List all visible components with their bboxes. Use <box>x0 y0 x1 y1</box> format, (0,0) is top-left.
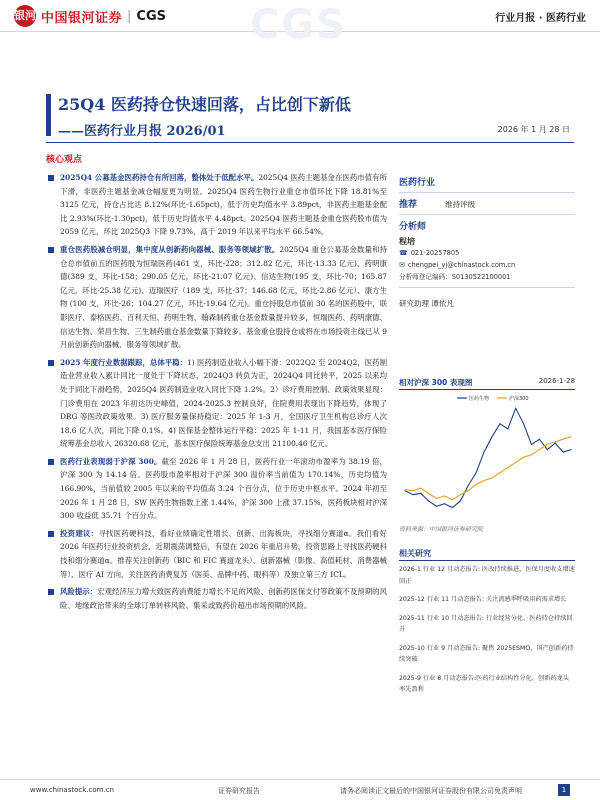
series-point <box>420 488 421 489</box>
phone-text: 021-20257805 <box>410 249 460 257</box>
series-point <box>452 499 453 500</box>
series-point <box>547 444 548 445</box>
phone-icon: ☎ <box>399 249 408 257</box>
page-footer <box>0 779 600 800</box>
related-title: 相关研究 <box>399 549 431 558</box>
chart-title: 相对沪深 300 表现图 <box>399 378 473 387</box>
bullet-text: 寻找医药硬科技，看好业绩确定性增长、创新、出海板块，寻找细分赛道α。我们看好 2026 年医药行业投资机会，近期震荡调整后，有望在 2026 年重启升势，投资思路上寻找医药硬科技和细分赛道α。推荐关注创新药（BIC 和 FIC 赛道龙头）、创新器械（影像、高值耗材、消费器械等）、医疗 AI 方向，关注医药消费复苏（医美、品牌中药、眼科等）及独立第三方 ICL。 <box>60 528 387 579</box>
series-point <box>523 423 524 424</box>
bullet-lead: 2025 年度行业数据跟踪，总体平稳： <box>60 357 188 367</box>
series-point <box>452 507 453 508</box>
bullet-paragraph <box>46 455 387 523</box>
series-point <box>499 472 500 473</box>
related-list <box>399 564 575 703</box>
series-line <box>405 437 571 500</box>
series-point <box>476 484 477 485</box>
series-point <box>460 494 461 495</box>
bullet-square-icon <box>48 531 54 537</box>
series-point <box>484 480 485 481</box>
series-point <box>555 441 556 442</box>
analyst-email[interactable] <box>399 259 575 271</box>
series-point <box>563 452 564 453</box>
logo-separator: | <box>127 8 132 24</box>
series-point <box>523 457 524 458</box>
footer-type: 证券研究报告 <box>218 787 260 795</box>
series-point <box>492 436 493 437</box>
series-point <box>507 428 508 429</box>
series-point <box>571 436 572 437</box>
bullet-lead: 医药行业表现弱于沪深 300。 <box>60 456 162 466</box>
series-point <box>468 490 469 491</box>
series-point <box>460 501 461 502</box>
industry-label: 医药行业 <box>399 171 575 193</box>
analyst-registration: 分析师登记编码：S0130522100001 <box>399 273 511 281</box>
top-header <box>0 0 600 48</box>
series-point <box>405 489 406 490</box>
analyst-label: 分析师 <box>399 222 427 232</box>
series-point <box>444 496 445 497</box>
analyst-name: 程培 <box>399 237 415 246</box>
related-item[interactable]: 2025-10 行业 9 月动态报告: 聚焦 2025ESMO，国产创新药持续突破 <box>399 644 574 663</box>
legend-label: 医药生物 <box>469 396 490 402</box>
bullet-square-icon <box>48 360 54 366</box>
bullet-lead: 投资建议： <box>60 528 99 538</box>
series-point <box>428 501 429 502</box>
related-item[interactable]: 2025-11 行业 10 月动态报告: 行业经营分化，医药持仓持续回升 <box>399 614 573 633</box>
related-item[interactable]: 2025-9 行业 8 月动态报告:医药行业结构性分化，创新药龙头率先盈利 <box>399 674 569 693</box>
series-point <box>547 449 548 450</box>
analyst-phone <box>399 247 575 259</box>
logo-cgs: CGS <box>136 8 166 24</box>
footer-disclaimer: 请务必阅读正文最后的中国银河证券股份有限公司免责声明 <box>340 787 522 795</box>
series-point <box>571 449 572 450</box>
bullet-text: 2025Q4 医药主题基金在医药市值有所下滑，非医药主题基金减仓幅度更为明显。2025Q4 医药生物行业重仓市值环比下降 18.81%至 3125 亿元，持仓占比达 8.12%(环比-1.65pct)，低于历史均值水平 3.89pct，非医药主题基金配比 2.93%(环比-1.30pct)，低于历史均值水平 4.48pct。2025Q4 医药主题基金重仓医药股市值为 2059 亿元，环比 2025Q3 下降 9.73%，高于 2019 年以来平均水平 66.54%。 <box>60 173 387 237</box>
bullet-square-icon <box>48 459 54 465</box>
series-point <box>428 493 429 494</box>
series-point <box>468 485 469 486</box>
series-point <box>563 439 564 440</box>
series-point <box>444 503 445 504</box>
series-point <box>531 444 532 445</box>
series-point <box>476 472 477 473</box>
bullet-lead: 2025Q4 公募基金医药持仓有所回落，整体处于低配水平。 <box>60 173 259 182</box>
bullet-paragraph <box>46 356 387 451</box>
series-point <box>405 490 406 491</box>
related-item[interactable]: 2025-12 行业 11 月动态报告: 关注流感季呼吸用药需求增长 <box>399 596 567 603</box>
rating-key: 推荐 <box>399 200 418 210</box>
series-point <box>515 408 516 409</box>
bullet-paragraph <box>46 527 387 581</box>
series-point <box>499 423 500 424</box>
title-accent-bar <box>46 94 51 136</box>
bullet-text: 2025Q4 重仓公募基金数量和持仓总市值前五的医药股为恒瑞医药(461 支，环比-228；312.82 亿元，环比-13.33 亿元)、药明康德(389 支，环比-158；290.05 亿元，环比-21.07 亿元)、信达生物(195 支，环比-70；165.87 亿元，环比-25.38 亿元)、迈瑞医疗（189 支，环比-37；146.68 亿元，环比-2.86 亿元）、康方生物 (100 支，环比-26；104.27 亿元，环比-19.64 亿元)。重仓持股总市值前 30 名的医药股中，联影医疗、泰格医药、百利天恒、药明生物、翰森制药重仓基金数量提升较多，恒瑞医药、药明康德、信达生物、荣昌生物、三生制药重仓基金数量下降较多。基金重仓股持仓或将在市场投资主线已从 9 月前创新药向器械、服务等领域扩散。 <box>60 244 387 350</box>
bullet-paragraph <box>46 585 387 612</box>
series-point <box>507 467 508 468</box>
series-point <box>539 449 540 450</box>
bullet-lead: 风险提示： <box>60 587 98 597</box>
bullet-text: 截至 2026 年 1 月 28 日，医药行业一年滚动市盈率为 38.19 倍，沪深 300 为 14.14 倍。医药股市盈率相对于沪深 300 溢价率当前值为 170.14%，历史均值为 166.90%，当前值较 2005 年以来的平均值高 3.24 个百分点，位于历史中枢水平。2024 年初至 2026 年 1 月 28 日，SW 医药生物指数上涨 1.44%，沪深 300 上涨 37.15%，医药板块相对沪深 300 收益低 35.71 个百分点。 <box>60 456 387 521</box>
company-logo <box>14 5 166 27</box>
analyst-block <box>399 215 575 288</box>
header-watermark: CGS <box>250 2 347 48</box>
report-title: 25Q4 医药持仓快速回落，占比创下新低 <box>58 95 351 114</box>
bullet-text: 1) 医药制造业收入小幅下滑：2022Q2 至 2024Q2，医药制造业营业收入累计同比一度处于下降状态，2024Q3 转负为正，2024Q4 同比转平，2025 以来均处于同比下滑趋势，2025Q4 医药制造业收入同比下降 1.2%。2）诊疗费用控制、政策效果显现：门诊费用在 2023 年初达历史峰值，2024-2025.3 控制良好，住院费用表现出下降趋势，体现了 DRG 等医改政策效果。3) 医疗服务量保持稳定：2025 年 1-3 月，全国医疗卫生机构总诊疗人次 18.6 亿人次，同比下降 0.1%。4) 医保基金整体运行平稳：2025 年 1-11 月，我国基本医疗保险统筹基金总收入 26320.68 亿元，基本医疗保险统筹基金总支出 21100.46 亿元。 <box>60 357 387 449</box>
series-point <box>484 452 485 453</box>
title-rule <box>46 142 574 143</box>
series-point <box>420 493 421 494</box>
bullet-square-icon <box>48 589 54 595</box>
bullet-paragraph <box>46 171 387 239</box>
series-line <box>405 408 571 507</box>
series-point <box>412 490 413 491</box>
series-point <box>436 498 437 499</box>
main-content <box>46 171 387 763</box>
bullet-text: 宏观经济压力增大致医药消费能力增长不足的风险、创新药医保支付等政策不及预期的风险、地缘政治带来的全球订单转移风险、集采或致药价超出市场预期的风险。 <box>60 587 387 610</box>
bullet-lead: 重仓医药股减仓明显，集中度从创新药向器械、服务等领域扩散。 <box>60 244 280 254</box>
logo-icon: 银河 <box>14 5 36 27</box>
research-assistant: 研究助理 谭依凡 <box>399 299 454 308</box>
performance-chart <box>399 392 575 522</box>
related-item[interactable]: 2026-1 行业 12 月动态报告: 医改持续推进，医保月度收支增速回正 <box>399 566 575 585</box>
series-point <box>412 494 413 495</box>
logo-text: 中国银河证券 <box>41 10 123 26</box>
series-point <box>539 439 540 440</box>
legend-label: 沪深300 <box>509 396 529 402</box>
chart-rule <box>399 389 575 390</box>
report-date: 2026 年 1 月 28 日 <box>497 125 570 134</box>
core-section-label: 核心观点 <box>46 155 83 165</box>
series-point <box>555 443 556 444</box>
rating-row <box>399 193 575 215</box>
bullet-square-icon <box>48 247 54 253</box>
page-number: 1 <box>558 784 570 796</box>
rating-value: 维持评级 <box>445 200 476 209</box>
chart-source: 资料来源：中国银河证券研究院 <box>399 526 484 533</box>
series-point <box>436 506 437 507</box>
report-subtitle: ——医药行业月报 2026/01 <box>58 124 226 139</box>
email-icon: ✉ <box>399 261 405 269</box>
email-text[interactable]: chengpei_yj@chinastock.com.cn <box>407 261 516 269</box>
related-rule <box>399 560 575 561</box>
chart-date: 2026-1-28 <box>538 377 575 385</box>
footer-url[interactable]: www.chinastock.com.cn <box>30 786 114 794</box>
series-point <box>492 477 493 478</box>
bullet-square-icon <box>48 175 54 181</box>
bullet-paragraph <box>46 243 387 352</box>
report-type: 行业月报 · 医药行业 <box>495 13 586 24</box>
series-point <box>515 462 516 463</box>
sidebar <box>399 171 575 309</box>
series-point <box>531 454 532 455</box>
